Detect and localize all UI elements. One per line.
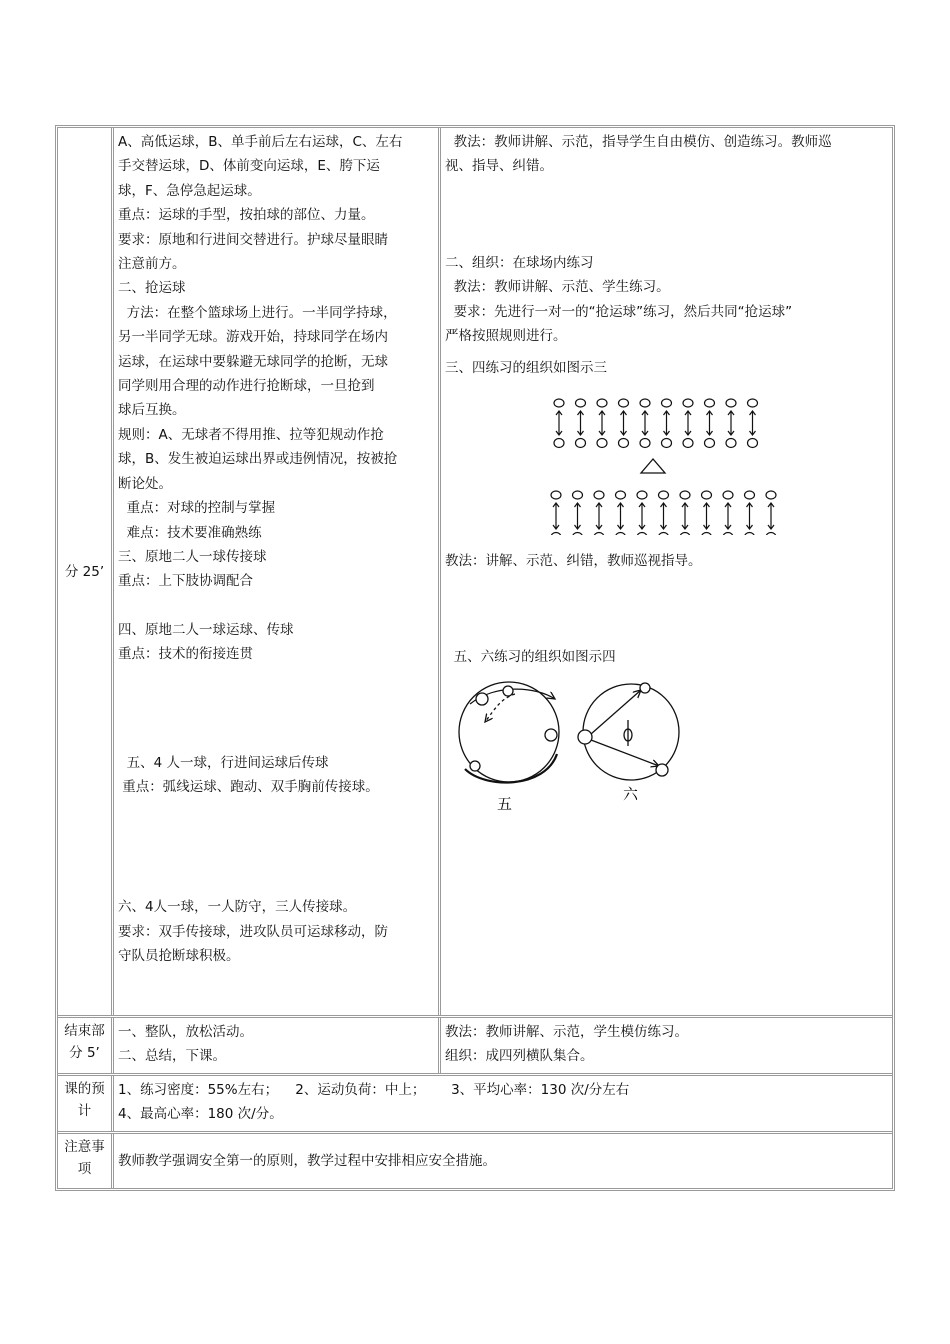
method-line: 教法：教师讲解、示范、学生练习。 [445,279,670,296]
diagram-label-five: 五 [497,794,513,813]
diagram-label-six: 六 [623,784,639,803]
content-line: 另一半同学无球。游戏开始，持球同学在场内 [118,329,388,346]
notes-label-cell [58,1134,114,1188]
drill-six [578,683,679,780]
content-line: 重点：技术的衔接连贯 [118,646,253,663]
player-pair [554,399,564,448]
method-line: 严格按照规则进行。 [445,328,567,345]
player-pair [637,491,647,535]
end-content-line: 二、总结，下课。 [118,1048,226,1065]
estimate-content-cell [114,1076,892,1131]
drill-five [459,682,559,783]
method-line: 二、组织：在球场内练习 [445,254,594,271]
lesson-plan-page [55,125,895,1191]
player-pair [723,491,733,535]
player-pair [573,491,583,535]
notes-label-line: 项 [77,1161,92,1177]
player-pair [745,491,755,535]
estimate-row [58,1076,892,1134]
player-pair [594,491,604,535]
content-line: 四、原地二人一球运球、传球 [118,621,294,638]
player-pair [576,399,586,448]
notes-content-cell [114,1134,892,1188]
content-line: 要求：原地和行进间交替进行。护球尽量眼睛 [118,231,388,248]
notes-label-line: 注意事 [64,1139,105,1155]
content-line: A、高低运球，B、单手前后左右运球，C、左右 [118,134,403,150]
player-pair [748,399,758,448]
group-top [554,399,758,448]
content-line: 方法：在整个篮球场上进行。一半同学持球， [118,304,397,321]
notes-text: 教师教学强调安全第一的原则，教学过程中安排相应安全措施。 [118,1152,496,1169]
content-line: 守队员抢断球积极。 [118,948,240,965]
player-pair [683,399,693,448]
content-line: 规则：A、无球者不得用推、拉等犯规动作抢 [118,426,384,443]
diagram-three-formation [445,385,845,535]
method-line: 视、指导、纠错。 [445,158,553,175]
content-line: 球，B、发生被迫运球出界或违例情况，按被抢 [118,451,398,468]
main-time-label: 分 25’ [64,563,105,580]
player-pair [640,399,650,448]
end-section-label-cell [58,1018,114,1073]
lesson-plan-table [55,125,895,1191]
content-line: 三、原地二人一球传接球 [118,548,267,565]
end-label-line: 结束部 [64,1023,105,1039]
end-content-cell [114,1018,441,1073]
content-line: 断论处。 [118,475,172,492]
content-line: 运球，在运球中要躲避无球同学的抢断，无球 [118,353,388,370]
player-pair [597,399,607,448]
content-line: 六、4人一球，一人防守，三人传接球。 [118,899,357,916]
estimate-label-line: 计 [77,1103,92,1119]
end-method-line: 组织：成四列横队集合。 [445,1048,594,1065]
method-line: 教法：教师讲解、示范，指导学生自由模仿、创造练习。教师巡 [445,134,832,150]
content-line: 难点：技术要准确熟练 [118,524,262,541]
content-line: 二、抢运球 [118,280,186,297]
content-line: 重点：运球的手型，按拍球的部位、力量。 [118,207,375,224]
content-line: 要求：双手传接球，进攻队员可运球移动，防 [118,923,388,940]
player-pair [551,491,561,535]
diagram-four-circles [445,674,705,814]
main-section-time-cell [58,128,114,1015]
end-content-line: 一、整队，放松活动。 [118,1024,253,1040]
player-pair [766,491,776,535]
content-line: 重点：上下肢协调配合 [118,573,253,590]
end-label-line: 分 5’ [69,1045,100,1061]
content-line: 球，F、急停急起运球。 [118,182,261,199]
method-line: 三、四练习的组织如图示三 [445,360,607,377]
player-pair [659,491,669,535]
player-pair [662,399,672,448]
content-line: 同学则用合理的动作进行抢断球，一旦抢到 [118,378,375,395]
content-line: 手交替运球，D、体前变向运球，E、胯下运 [118,158,380,175]
main-section-row [58,128,892,1018]
estimate-label-cell [58,1076,114,1131]
estimate-label-line: 课的预 [64,1081,105,1097]
end-method-cell [441,1018,892,1073]
end-section-row [58,1018,892,1076]
content-line: 五、4 人一球，行进间运球后传球 [118,754,329,771]
method-line: 要求：先进行一对一的“抢运球”练习，然后共同“抢运球” [445,303,793,320]
group-bottom [551,491,776,535]
player-pair [680,491,690,535]
method-line: 教法：讲解、示范、纠错，教师巡视指导。 [445,552,702,569]
end-method-line: 教法：教师讲解、示范，学生模仿练习。 [445,1024,688,1040]
main-content-cell [114,128,441,1015]
player-pair [616,491,626,535]
player-pair [702,491,712,535]
notes-row [58,1134,892,1188]
player-pair [705,399,715,448]
content-line: 重点：弧线运球、跑动、双手胸前传接球。 [118,778,379,795]
method-line: 五、六练习的组织如图示四 [445,649,616,666]
player-pair [726,399,736,448]
content-line: 注意前方。 [118,256,186,273]
teacher-triangle-marker [641,459,665,473]
content-line: 球后互换。 [118,402,186,419]
estimate-line: 1、练习密度：55%左右； 2、运动负荷：中上； 3、平均心率：130 次/分左右 [118,1082,630,1098]
content-line: 重点：对球的控制与掌握 [118,500,276,517]
player-pair [619,399,629,448]
estimate-line: 4、最高心率：180 次/分。 [118,1106,283,1123]
main-method-cell [441,128,892,1015]
